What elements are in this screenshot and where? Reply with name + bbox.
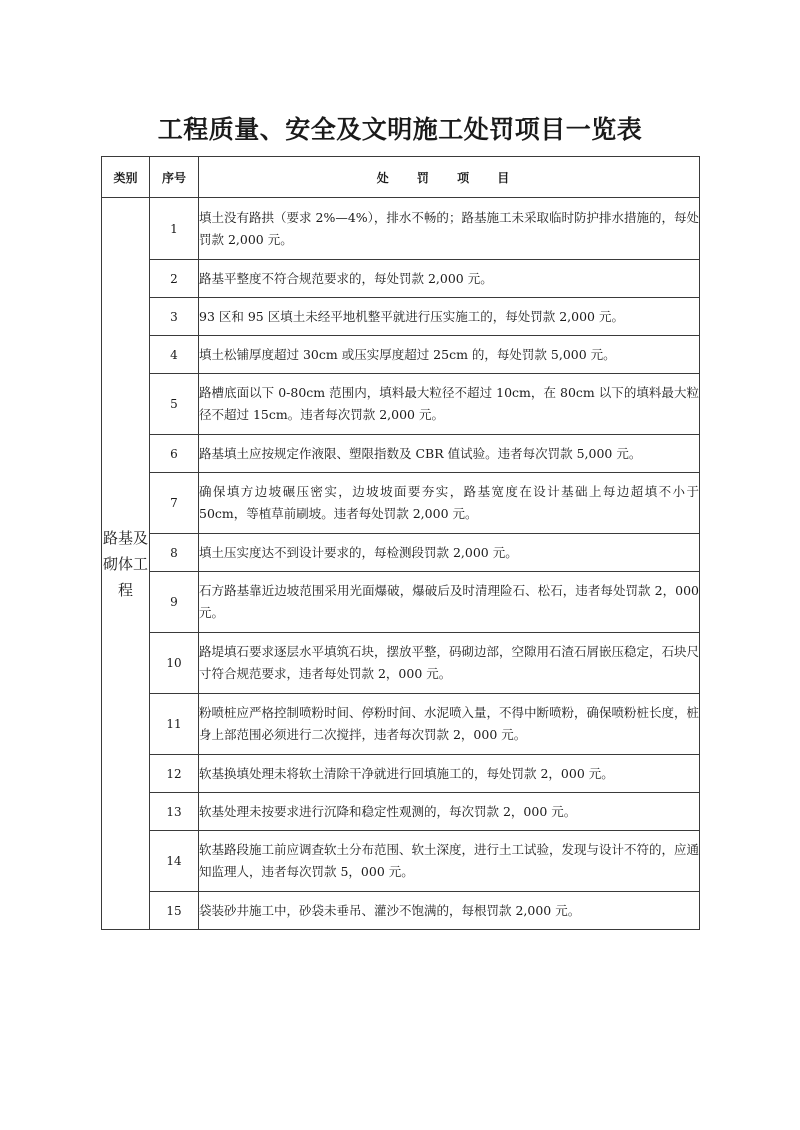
row-number: 11 [150, 694, 199, 755]
table-row [102, 572, 700, 633]
table-row [102, 336, 700, 374]
row-number: 12 [150, 755, 199, 793]
category-cell: 路基及砌体工程 [102, 198, 150, 930]
row-number: 5 [150, 374, 199, 435]
page-title: 工程质量、安全及文明施工处罚项目一览表 [157, 115, 643, 144]
header-number: 序号 [150, 157, 199, 198]
table-row [102, 755, 700, 793]
row-item-text: 填土没有路拱（要求 2%—4%），排水不畅的；路基施工未采取临时防护排水措施的，每处罚款 2,000 元。 [199, 198, 700, 260]
row-item-text: 软基路段施工前应调查软土分布范围、软土深度，进行土工试验，发现与设计不符的，应通知监理人，违者每次罚款 5，000 元。 [199, 831, 700, 892]
row-item-text: 软基换填处理未将软土清除干净就进行回填施工的，每处罚款 2，000 元。 [199, 755, 700, 793]
table-header-row [102, 157, 700, 198]
table-row [102, 633, 700, 694]
row-number: 10 [150, 633, 199, 694]
row-item-text: 路槽底面以下 0-80cm 范围内，填料最大粒径不超过 10cm，在 80cm 以下的填料最大粒径不超过 15cm。违者每次罚款 2,000 元。 [199, 374, 700, 435]
row-number: 14 [150, 831, 199, 892]
table-row [102, 198, 700, 260]
row-item-text: 粉喷桩应严格控制喷粉时间、停粉时间、水泥喷入量，不得中断喷粉，确保喷粉桩长度，桩身上部范围必须进行二次搅拌，违者每次罚款 2，000 元。 [199, 694, 700, 755]
table-row [102, 793, 700, 831]
header-category: 类别 [102, 157, 150, 198]
header-item-label: 处 罚 项 目 [376, 170, 522, 185]
row-number: 7 [150, 473, 199, 534]
penalty-table [101, 156, 700, 930]
table-row [102, 534, 700, 572]
row-number: 3 [150, 298, 199, 336]
table-row [102, 892, 700, 930]
row-number: 1 [150, 198, 199, 260]
row-item-text: 袋装砂井施工中，砂袋未垂吊、灌沙不饱满的，每根罚款 2,000 元。 [199, 892, 700, 930]
row-item-text: 路基填土应按规定作液限、塑限指数及 CBR 值试验。违者每次罚款 5,000 元。 [199, 435, 700, 473]
table-row [102, 298, 700, 336]
table-row [102, 260, 700, 298]
row-item-text: 软基处理未按要求进行沉降和稳定性观测的，每次罚款 2，000 元。 [199, 793, 700, 831]
row-number: 6 [150, 435, 199, 473]
row-number: 8 [150, 534, 199, 572]
row-item-text: 路堤填石要求逐层水平填筑石块，摆放平整，码砌边部，空隙用石渣石屑嵌压稳定，石块尺寸符合规范要求，违者每处罚款 2，000 元。 [199, 633, 700, 694]
row-item-text: 路基平整度不符合规范要求的，每处罚款 2,000 元。 [199, 260, 700, 298]
header-item [199, 157, 700, 198]
row-number: 15 [150, 892, 199, 930]
row-item-text: 填土压实度达不到设计要求的，每检测段罚款 2,000 元。 [199, 534, 700, 572]
row-item-text: 确保填方边坡碾压密实，边坡坡面要夯实，路基宽度在设计基础上每边超填不小于 50cm，等植草前刷坡。违者每处罚款 2,000 元。 [199, 473, 700, 534]
table-row [102, 374, 700, 435]
table-row [102, 831, 700, 892]
row-number: 4 [150, 336, 199, 374]
table-row [102, 694, 700, 755]
row-item-text: 石方路基靠近边坡范围采用光面爆破，爆破后及时清理险石、松石，违者每处罚款 2，000 元。 [199, 572, 700, 633]
row-number: 13 [150, 793, 199, 831]
row-number: 2 [150, 260, 199, 298]
row-item-text: 93 区和 95 区填土未经平地机整平就进行压实施工的，每处罚款 2,000 元。 [199, 298, 700, 336]
row-item-text: 填土松铺厚度超过 30cm 或压实厚度超过 25cm 的，每处罚款 5,000 元。 [199, 336, 700, 374]
row-number: 9 [150, 572, 199, 633]
table-row [102, 473, 700, 534]
table-row [102, 435, 700, 473]
